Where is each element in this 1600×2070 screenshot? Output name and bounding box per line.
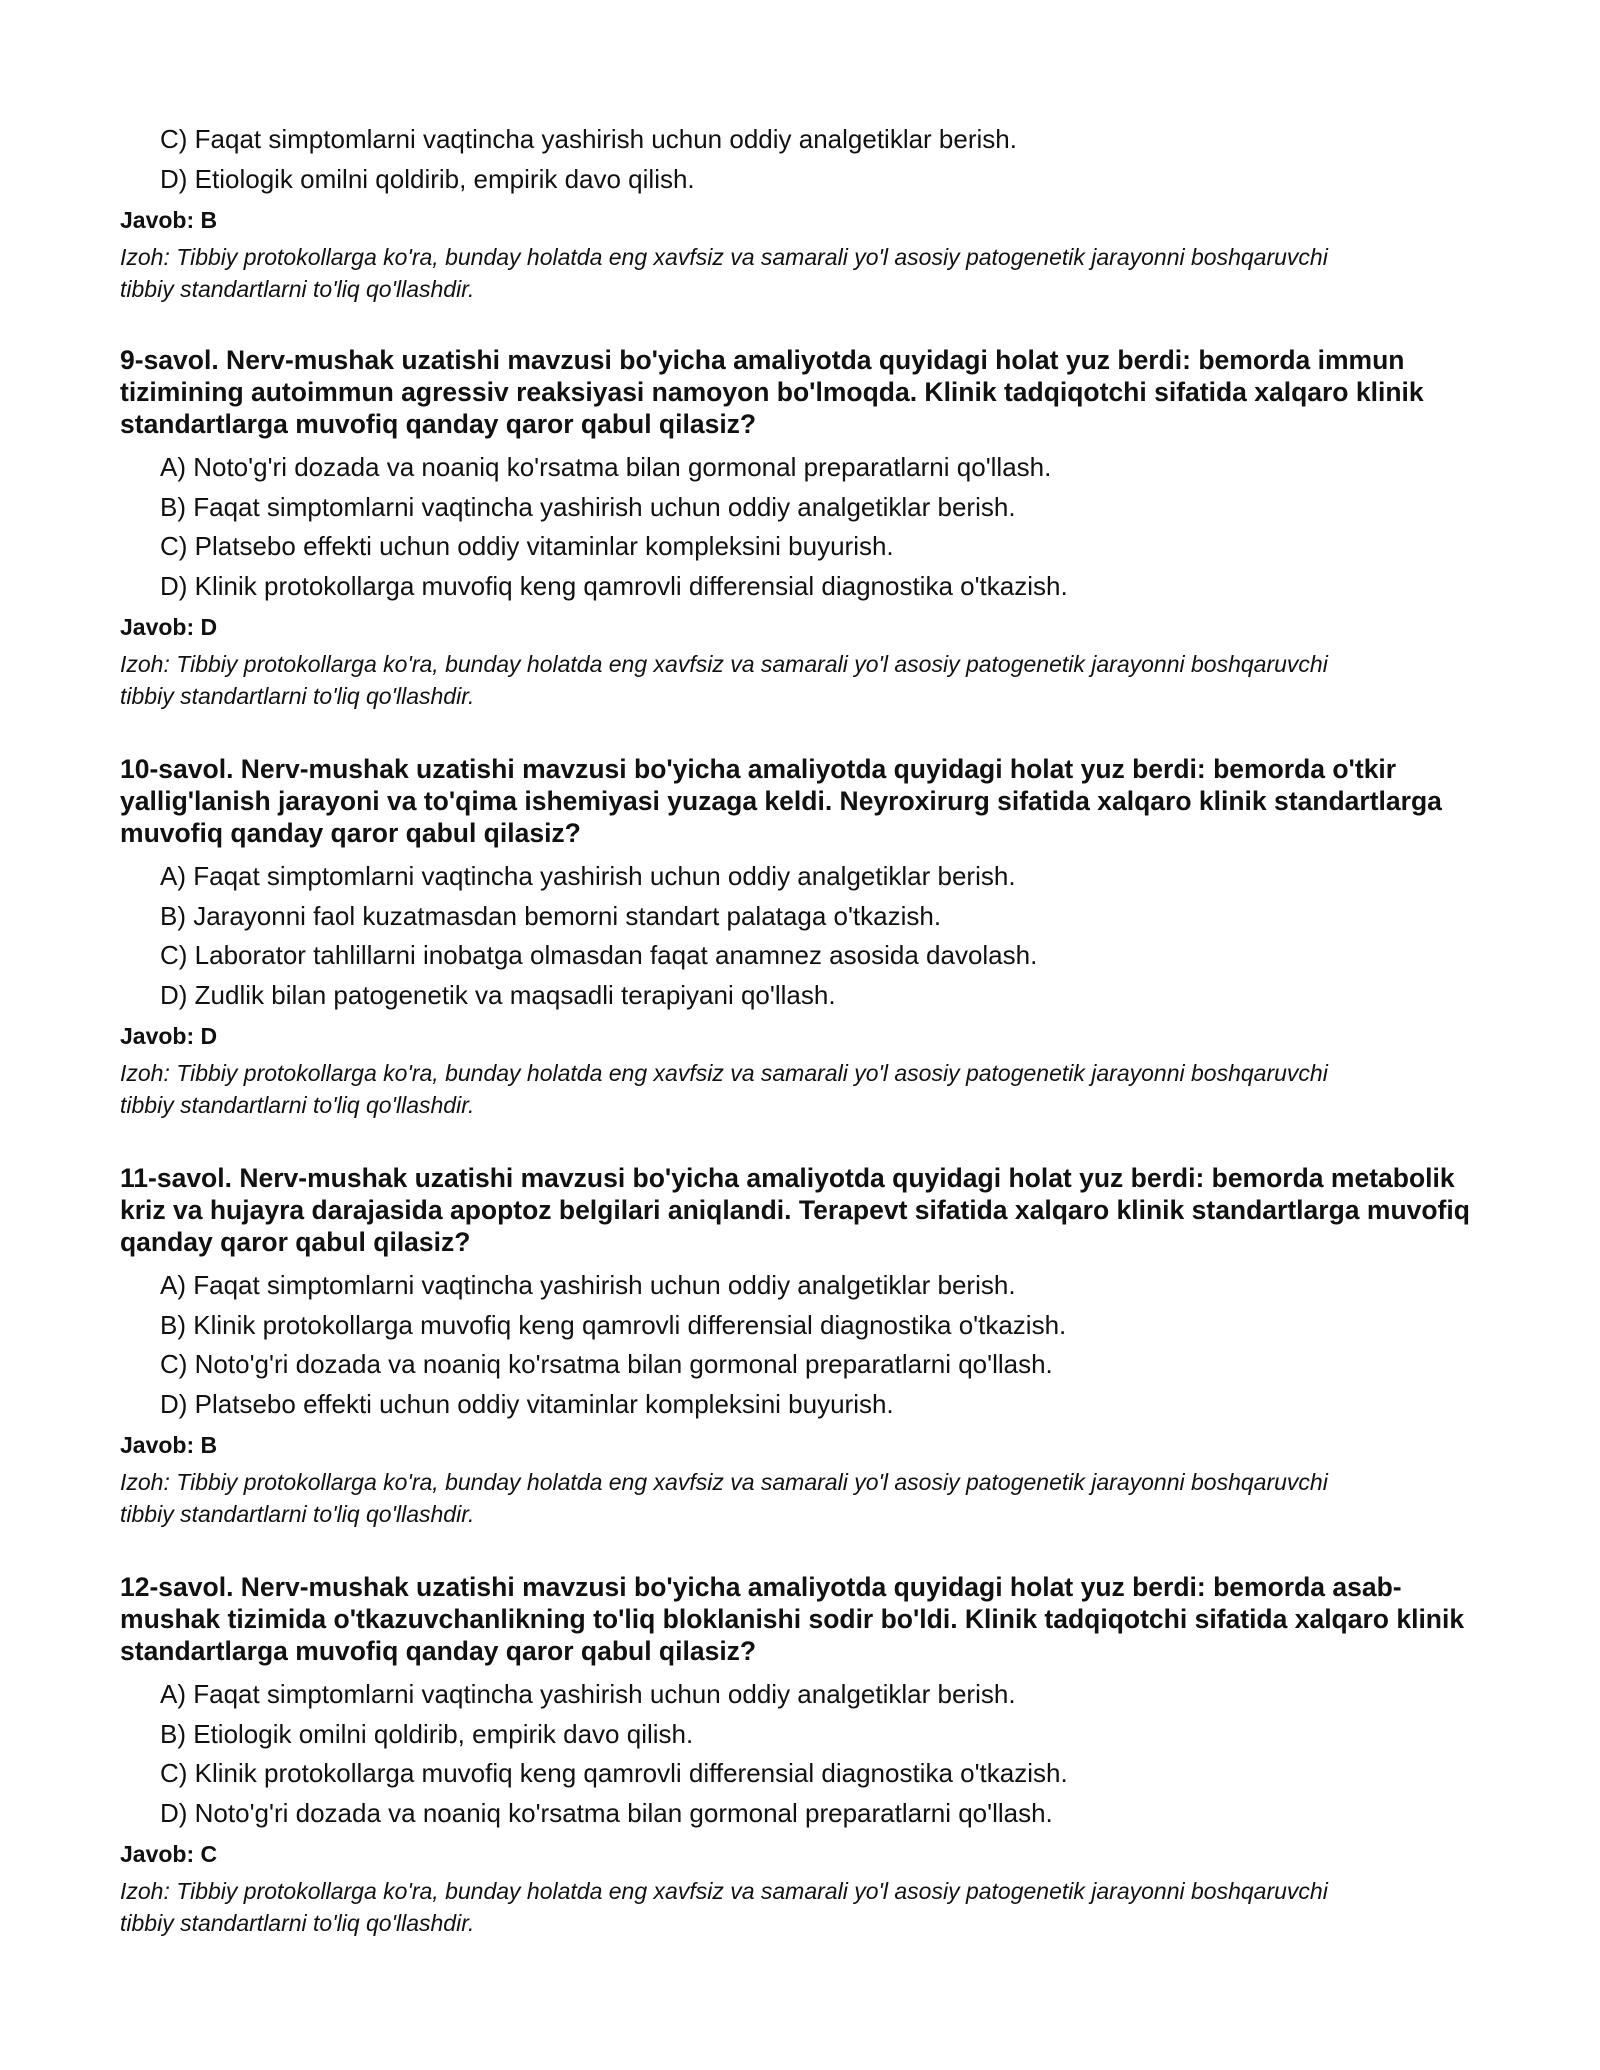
explanation: Izoh: Tibbiy protokollarga ko'ra, bunday holatda eng xavfsiz va samarali yo'l asosiy patogenetik jarayonni boshqaruvchi tibbiy standartlarni to'liq qo'llashdir. xyxy=(120,1878,1328,1936)
answer-option: C) Noto'g'ri dozada va noaniq ko'rsatma bilan gormonal preparatlarni qo'llash. xyxy=(160,1349,1053,1379)
explanation: Izoh: Tibbiy protokollarga ko'ra, bunday holatda eng xavfsiz va samarali yo'l asosiy patogenetik jarayonni boshqaruvchi tibbiy standartlarni to'liq qo'llashdir. xyxy=(120,651,1328,709)
question-title: 12-savol. Nerv-mushak uzatishi mavzusi bo'yicha amaliyotda quyidagi holat yuz berdi: bemorda asab-mushak tizimida o'tkazuvchanlikning to'liq bloklanishi sodir bo'ldi. Klinik tadqiqotchi sifatida xalqaro klinik standartlarga muvofiq qanday qaror qabul qilasiz? xyxy=(120,1572,1465,1666)
answer-option: B) Faqat simptomlarni vaqtincha yashirish uchun oddiy analgetiklar berish. xyxy=(160,491,1016,522)
previous-question-continuation xyxy=(120,120,1500,305)
answer-option: D) Platsebo effekti uchun oddiy vitaminlar kompleksini buyurish. xyxy=(160,1388,894,1419)
question-12 xyxy=(120,1571,1500,1939)
answer-option: B) Etiologik omilni qoldirib, empirik davo qilish. xyxy=(160,1718,694,1749)
question-9 xyxy=(120,344,1500,712)
question-title: 10-savol. Nerv-mushak uzatishi mavzusi bo'yicha amaliyotda quyidagi holat yuz berdi: bemorda o'tkir yallig'lanish jarayoni va to'qima ishemiyasi yuzaga keldi. Neyroxirurg sifatida xalqaro klinik standartlarga muvofiq qanday qaror qabul qilasiz? xyxy=(120,754,1442,848)
correct-answer: Javob: B xyxy=(120,1432,218,1458)
answer-option: C) Laborator tahlillarni inobatga olmasdan faqat anamnez asosida davolash. xyxy=(160,940,1038,970)
question-10 xyxy=(120,753,1500,1121)
explanation: Izoh: Tibbiy protokollarga ko'ra, bunday holatda eng xavfsiz va samarali yo'l asosiy patogenetik jarayonni boshqaruvchi tibbiy standartlarni to'liq qo'llashdir. xyxy=(120,1060,1328,1118)
answer-option: D) Etiologik omilni qoldirib, empirik davo qilish. xyxy=(160,163,695,194)
explanation: Izoh: Tibbiy protokollarga ko'ra, bunday holatda eng xavfsiz va samarali yo'l asosiy patogenetik jarayonni boshqaruvchi tibbiy standartlarni to'liq qo'llashdir. xyxy=(120,1469,1328,1527)
correct-answer: Javob: C xyxy=(120,1841,218,1867)
options-list xyxy=(120,1266,1500,1424)
options-list xyxy=(120,1675,1500,1833)
correct-answer: Javob: D xyxy=(120,614,218,640)
question-11 xyxy=(120,1162,1500,1530)
options-list xyxy=(120,448,1500,606)
correct-answer: Javob: B xyxy=(120,207,218,233)
question-title: 11-savol. Nerv-mushak uzatishi mavzusi bo'yicha amaliyotda quyidagi holat yuz berdi: bemorda metabolik kriz va hujayra darajasida apoptoz belgilari aniqlandi. Terapevt sifatida xalqaro klinik standartlarga muvofiq qanday qaror qabul qilasiz? xyxy=(120,1163,1470,1257)
answer-option: C) Faqat simptomlarni vaqtincha yashirish uchun oddiy analgetiklar berish. xyxy=(160,124,1017,154)
answer-option: D) Noto'g'ri dozada va noaniq ko'rsatma bilan gormonal preparatlarni qo'llash. xyxy=(160,1797,1053,1828)
answer-option: D) Zudlik bilan patogenetik va maqsadli terapiyani qo'llash. xyxy=(160,979,836,1010)
answer-option: A) Faqat simptomlarni vaqtincha yashirish uchun oddiy analgetiklar berish. xyxy=(160,1270,1016,1300)
options-list xyxy=(120,857,1500,1015)
question-title: 9-savol. Nerv-mushak uzatishi mavzusi bo'yicha amaliyotda quyidagi holat yuz berdi: bemorda immun tizimining autoimmun agressiv reaksiyasi namoyon bo'lmoqda. Klinik tadqiqotchi sifatida xalqaro klinik standartlarga muvofiq qanday qaror qabul qilasiz? xyxy=(120,345,1424,439)
answer-option: D) Klinik protokollarga muvofiq keng qamrovli differensial diagnostika o'tkazish. xyxy=(160,570,1068,601)
answer-option: C) Platsebo effekti uchun oddiy vitaminlar kompleksini buyurish. xyxy=(160,531,894,561)
explanation: Izoh: Tibbiy protokollarga ko'ra, bunday holatda eng xavfsiz va samarali yo'l asosiy patogenetik jarayonni boshqaruvchi tibbiy standartlarni to'liq qo'llashdir. xyxy=(120,244,1328,302)
answer-option: A) Faqat simptomlarni vaqtincha yashirish uchun oddiy analgetiklar berish. xyxy=(160,1679,1016,1709)
answer-option: A) Faqat simptomlarni vaqtincha yashirish uchun oddiy analgetiklar berish. xyxy=(160,861,1016,891)
answer-option: B) Klinik protokollarga muvofiq keng qamrovli differensial diagnostika o'tkazish. xyxy=(160,1309,1067,1340)
correct-answer: Javob: D xyxy=(120,1023,218,1049)
answer-option: C) Klinik protokollarga muvofiq keng qamrovli differensial diagnostika o'tkazish. xyxy=(160,1758,1068,1788)
answer-option: A) Noto'g'ri dozada va noaniq ko'rsatma bilan gormonal preparatlarni qo'llash. xyxy=(160,452,1052,482)
answer-option: B) Jarayonni faol kuzatmasdan bemorni standart palataga o'tkazish. xyxy=(160,900,942,931)
